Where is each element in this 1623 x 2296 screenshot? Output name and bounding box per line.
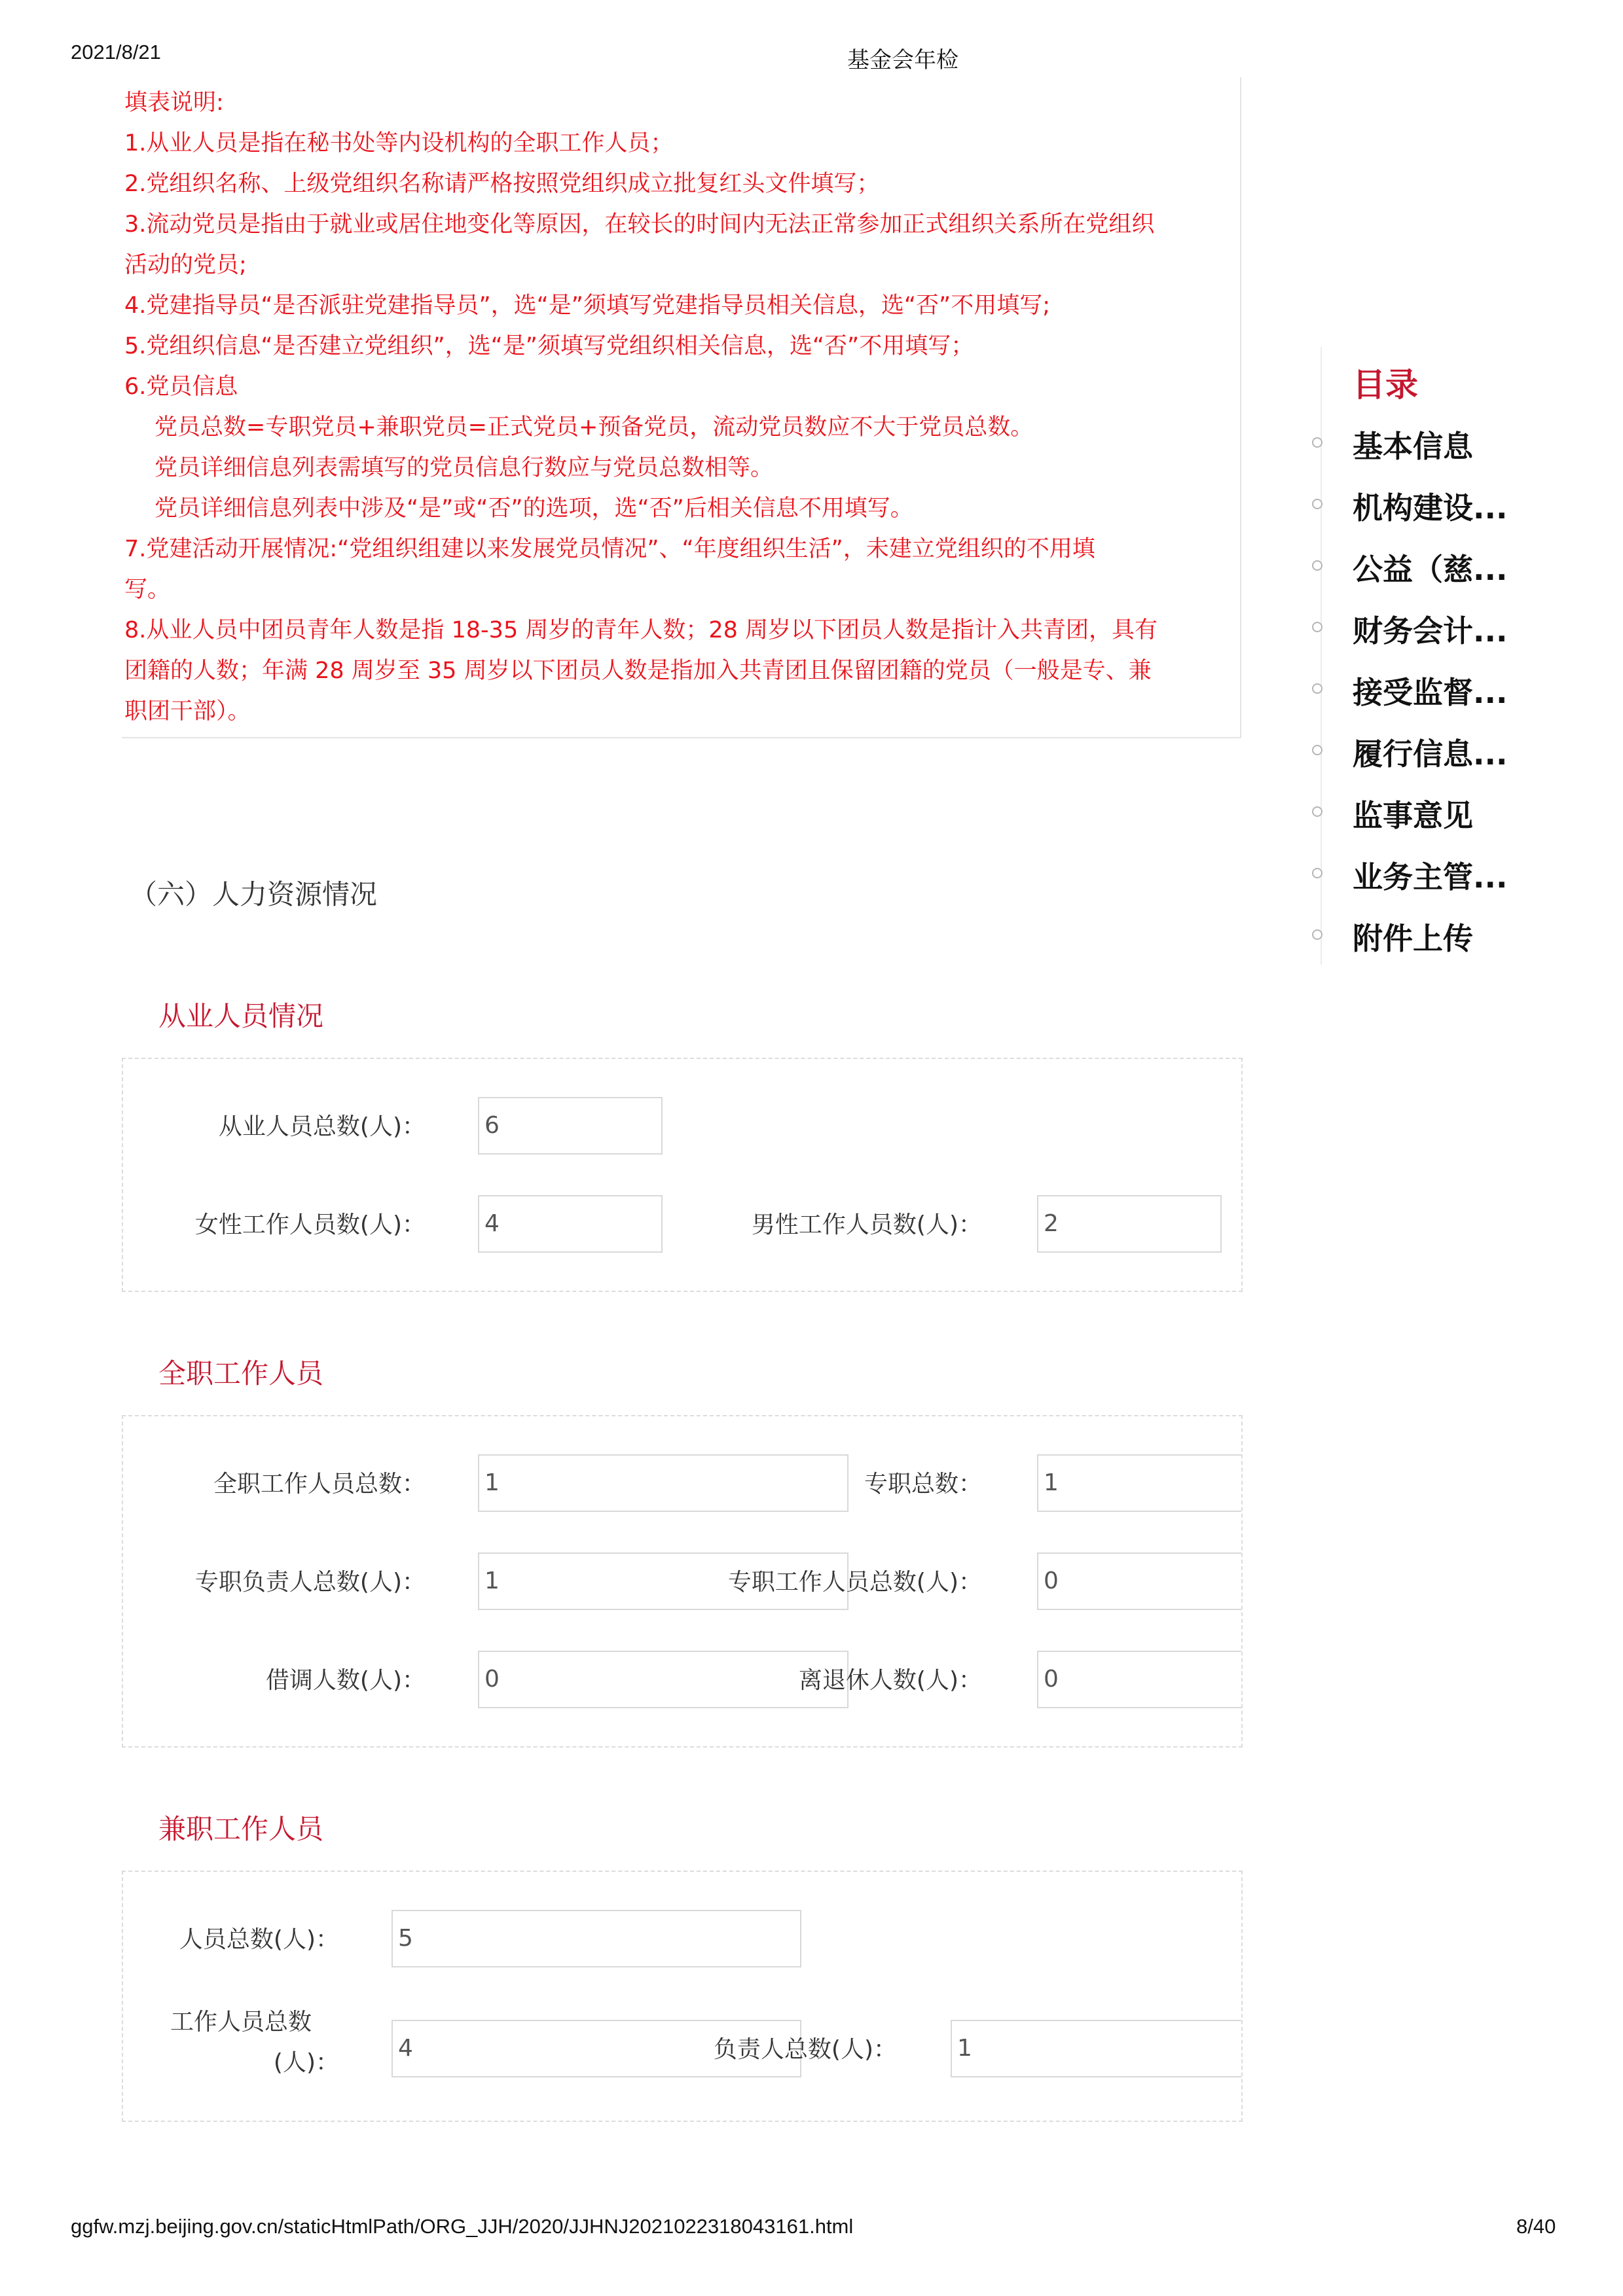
print-page-number: 8/40 [1516,2215,1556,2238]
toc-dot-icon [1312,683,1322,694]
dedicated-leaders-label: 专职负责人总数(人)： [194,1569,426,1596]
fulltime-title: 全职工作人员 [158,1357,324,1390]
male-staff-field[interactable]: 2 [1037,1195,1222,1253]
toc-item-supervision[interactable]: 接受监督... [1353,675,1508,710]
parttime-workers-label-line1: 工作人员总数 [170,2009,312,2036]
note-line: 活动的党员; [124,252,247,278]
dedicated-leaders-field[interactable]: 1 [478,1552,848,1610]
note-line: 1.从业人员是指在秘书处等内设机构的全职工作人员； [124,130,674,156]
toc-title: 目录 [1353,366,1418,404]
dedicated-total-field[interactable]: 1 [1037,1454,1241,1512]
dedicated-total-label: 专职总数： [864,1471,982,1498]
section-title: （六）人力资源情况 [130,878,378,910]
note-line: 8.从业人员中团员青年人数是指 18-35 周岁的青年人数；28 周岁以下团员人数是指计入共青团，具有 [124,617,1158,643]
toc-dot-icon [1312,929,1322,940]
print-date: 2021/8/21 [71,41,161,63]
print-url: ggfw.mzj.beijing.gov.cn/staticHtmlPath/ORG_JJH/2020/JJHNJ2021022318043161.html [71,2215,854,2238]
note-line: 团籍的人数；年满 28 周岁至 35 周岁以下团员人数是指加入共青团且保留团籍的党员（一般是专、兼 [124,658,1152,684]
employees-total-field[interactable]: 6 [478,1097,663,1155]
note-line: 党员详细信息列表中涉及“是”或“否”的选项，选“否”后相关信息不用填写。 [155,495,913,522]
dedicated-workers-field[interactable]: 0 [1037,1552,1241,1610]
toc-dot-icon [1312,622,1322,632]
female-staff-field[interactable]: 4 [478,1195,663,1253]
toc-dot-icon [1312,868,1322,878]
toc-item-accounting[interactable]: 财务会计... [1353,613,1508,649]
toc-item-disclosure[interactable]: 履行信息... [1353,736,1508,772]
note-line: 4.党建指导员“是否派驻党建指导员”，选“是”须填写党建指导员相关信息，选“否”不用填写; [124,293,1050,319]
dedicated-workers-label: 专职工作人员总数(人)： [727,1569,982,1596]
toc-item-org-building[interactable]: 机构建设... [1353,490,1508,526]
parttime-title: 兼职工作人员 [158,1813,324,1845]
note-line: 填表说明: [124,90,224,116]
fulltime-total-label: 全职工作人员总数： [213,1471,426,1498]
retired-label: 离退休人数(人)： [798,1667,982,1694]
fulltime-total-field[interactable]: 1 [478,1454,848,1512]
parttime-total-label: 人员总数(人)： [179,1926,339,1953]
toc-dot-icon [1312,806,1322,817]
seconded-label: 借调人数(人)： [265,1667,426,1694]
employees-title: 从业人员情况 [158,1000,324,1032]
note-line: 职团干部）。 [124,698,251,725]
toc-item-basic-info[interactable]: 基本信息 [1353,429,1473,464]
parttime-workers-label-line2: (人)： [273,2049,339,2076]
toc-item-supervisor-opinion[interactable]: 监事意见 [1353,798,1473,833]
toc-item-competent-unit[interactable]: 业务主管... [1353,859,1508,895]
toc-dot-icon [1312,560,1322,571]
female-staff-label: 女性工作人员数(人)： [194,1211,426,1238]
toc-item-attachments[interactable]: 附件上传 [1353,921,1473,956]
print-title: 基金会年检 [847,48,958,73]
employees-total-label: 从业人员总数(人)： [218,1113,426,1140]
toc-dot-icon [1312,499,1322,509]
note-line: 2.党组织名称、上级党组织名称请严格按照党组织成立批复红头文件填写； [124,171,880,197]
retired-field[interactable]: 0 [1037,1651,1241,1708]
note-line: 3.流动党员是指由于就业或居住地变化等原因，在较长的时间内无法正常参加正式组织关系所在党组织 [124,211,1155,238]
note-line: 5.党组织信息“是否建立党组织”，选“是”须填写党组织相关信息，选“否”不用填写； [124,333,974,359]
note-line: 写。 [124,577,171,603]
note-line: 6.党员信息 [124,374,238,400]
parttime-panel [122,1871,1243,2122]
seconded-field[interactable]: 0 [478,1651,848,1708]
note-line: 7.党建活动开展情况:“党组织组建以来发展党员情况”、“年度组织生活”，未建立党组织的不用填 [124,536,1095,562]
parttime-leaders-label: 负责人总数(人)： [713,2036,897,2063]
parttime-total-field[interactable]: 5 [392,1910,801,1967]
toc-dot-icon [1312,745,1322,755]
note-line: 党员详细信息列表需填写的党员信息行数应与党员总数相等。 [155,455,774,481]
toc-dot-icon [1312,437,1322,448]
male-staff-label: 男性工作人员数(人)： [751,1211,982,1238]
toc-item-charity[interactable]: 公益（慈... [1353,552,1508,587]
note-line: 党员总数=专职党员+兼职党员=正式党员+预备党员，流动党员数应不大于党员总数。 [155,414,1034,440]
parttime-leaders-field[interactable]: 1 [951,2020,1241,2077]
parttime-workers-field[interactable]: 4 [392,2020,801,2077]
employees-panel [122,1058,1243,1292]
